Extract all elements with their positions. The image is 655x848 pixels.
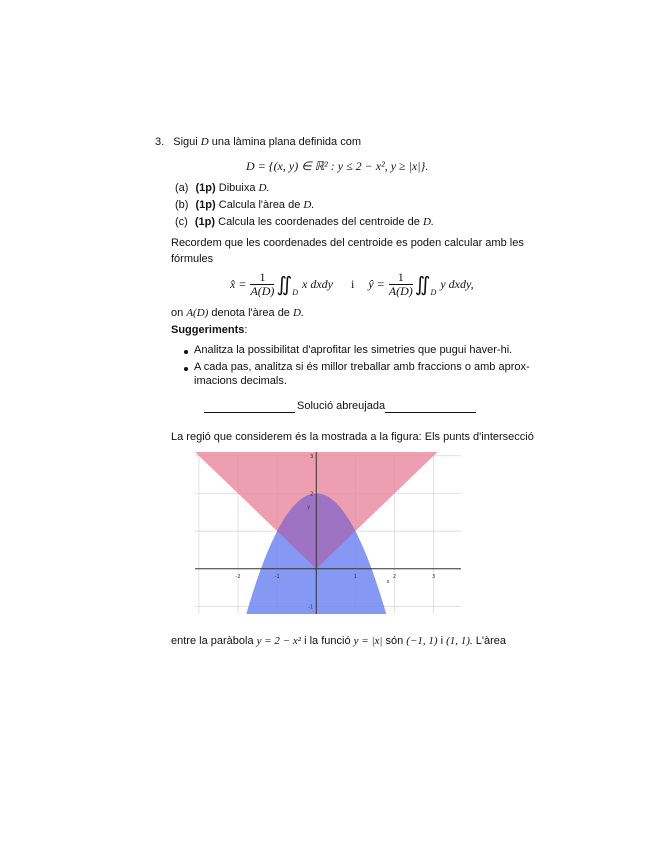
fraction-y [389, 271, 413, 298]
part-text: Calcula les coordenades del centroide de [218, 216, 420, 228]
solution-heading: Solució abreujada [297, 400, 386, 412]
part-a [175, 182, 269, 194]
double-integral: ∬ [276, 273, 293, 296]
set-definition: D = {(x, y) ∈ ℝ² : y ≤ 2 − x², y ≥ |x|}. [246, 159, 429, 173]
text2-b: i la funció [304, 635, 351, 647]
x-tick-label: 2 [392, 573, 397, 580]
numerator: 1 [389, 271, 413, 285]
text2-a: entre la paràbola [171, 635, 254, 647]
part-var: D. [303, 199, 315, 211]
denominator: A(D) [388, 283, 413, 298]
point-1: (−1, 1) [406, 635, 438, 647]
area-note [171, 307, 304, 319]
xhat: x̂ = [230, 276, 247, 291]
denominator: A(D) [250, 283, 275, 298]
intro-var: D [200, 136, 209, 148]
part-b [175, 199, 314, 211]
part-label: (b) [175, 199, 189, 211]
eq-abs: y = |x| [353, 635, 383, 647]
y-integrand: y dxdy, [440, 276, 474, 291]
bullet-icon [184, 350, 188, 354]
part-var: D. [423, 216, 434, 228]
x-tick-label: 3 [432, 573, 436, 580]
suggestion-2-line-2: imacions decimals. [194, 375, 287, 387]
text2-d: i [440, 635, 444, 647]
suggestions-heading [171, 324, 247, 336]
y-tick-label: 3 [310, 453, 314, 460]
problem-intro [155, 136, 361, 148]
suggestion-2-line-1: A cada pas, analitza si és millor treballar amb fraccions o amb aprox- [194, 361, 530, 373]
part-c [175, 216, 434, 228]
part-points: (1p) [195, 182, 216, 194]
recall-line-1: Recordem que les coordenades del centroide es poden calcular amb les [171, 237, 524, 249]
part-text: Calcula l'àrea de [218, 199, 301, 211]
double-integral: ∬ [414, 273, 431, 296]
integral-sub: D [430, 287, 437, 297]
y-tick-label: -1 [308, 604, 314, 611]
suggestions-colon: : [244, 324, 248, 336]
solution-text-1: La regió que considerem és la mostrada a la figura: Els punts d'intersecció [171, 431, 534, 443]
region-figure [195, 452, 461, 614]
and-word: i [350, 276, 355, 291]
on-mid: denota l'àrea de [211, 307, 290, 319]
numerator: 1 [250, 271, 274, 285]
point-2: (1, 1). [446, 635, 473, 647]
suggestions-title: Suggeriments [171, 324, 245, 336]
yhat: ŷ = [368, 276, 385, 291]
x-tick-label: -2 [235, 573, 241, 580]
x-tick-label: 1 [353, 573, 357, 580]
heading-rule-left [204, 412, 295, 413]
part-label: (c) [175, 216, 188, 228]
part-points: (1p) [195, 199, 216, 211]
solution-text-2 [171, 635, 506, 647]
x-tick-label: -1 [274, 573, 280, 580]
bullet-icon [184, 367, 188, 371]
on-var: A(D) [186, 307, 209, 319]
eq-parabola: y = 2 − x² [256, 635, 302, 647]
part-points: (1p) [194, 216, 216, 228]
intro-prefix: Sigui [173, 136, 198, 148]
problem-number: 3. [155, 136, 165, 148]
suggestion-1: Analitza la possibilitat d'aprofitar les simetries que pugui haver-hi. [194, 344, 513, 356]
fraction-x [250, 271, 274, 298]
x-axis-label: x [386, 578, 390, 585]
x-integrand: x dxdy [302, 276, 333, 291]
part-label: (a) [175, 182, 189, 194]
integral-sub: D [292, 287, 298, 297]
text2-e: L'àrea [475, 635, 506, 647]
intro-suffix: una làmina plana definida com [211, 136, 362, 148]
heading-rule-right [385, 412, 476, 413]
on-prefix: on [171, 307, 184, 319]
part-var: D. [258, 182, 270, 194]
recall-line-2: fórmules [171, 253, 214, 265]
part-text: Dibuixa [218, 182, 256, 194]
centroid-formula [230, 268, 474, 300]
text2-c: són [385, 635, 404, 647]
on-end: D. [293, 307, 304, 319]
y-axis-label: y [307, 504, 311, 511]
y-tick-label: 2 [310, 491, 314, 498]
